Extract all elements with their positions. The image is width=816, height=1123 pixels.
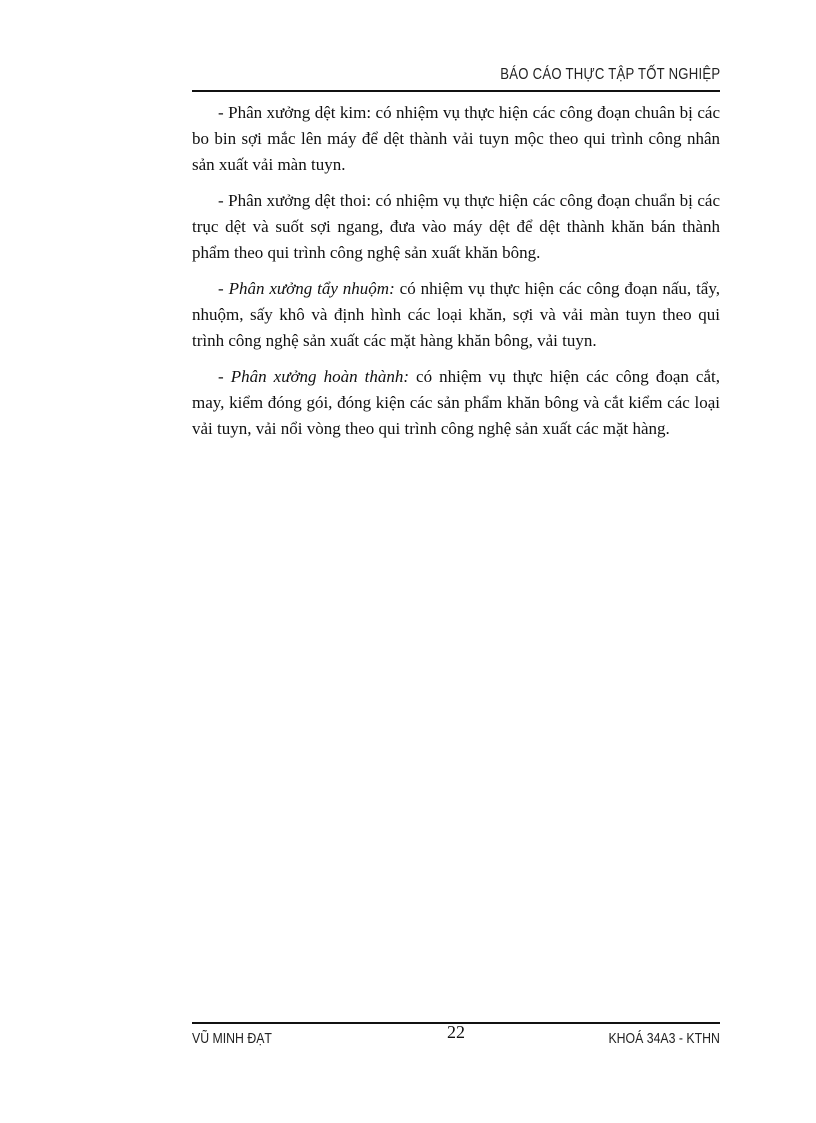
paragraph-text: có nhiệm vụ thực hiện các công đoạn cắt, may, kiểm đóng gói, đóng kiện các sản phẩm khăn bông và cắt kiểm các loại vải tuyn, vải nổi vòng theo qui trình công nghệ sản xuất các mặt hàng. [192,367,720,438]
page-number: 22 [447,1022,465,1042]
paragraph-prefix: - [218,367,231,386]
paragraph-hoan-thanh [192,364,720,442]
paragraph-prefix: - [218,279,229,298]
paragraph-term: Phân xưởng tẩy nhuộm: [228,279,395,298]
document-body [192,100,720,452]
paragraph-det-kim [192,100,720,178]
paragraph-det-thoi [192,188,720,266]
footer-author: VŨ MINH ĐẠT [192,1030,272,1047]
paragraph-tay-nhuom [192,276,720,354]
footer-course: KHOÁ 34A3 - KTHN [608,1030,720,1047]
paragraph-text: - Phân xưởng dệt thoi: có nhiệm vụ thực hiện các công đoạn chuẩn bị các trục dệt và suốt sợi ngang, đưa vào máy dệt để dệt thành khăn bán thành phẩm theo qui trình công nghệ sản xuất khăn bông. [192,191,720,262]
header-rule [192,90,720,92]
paragraph-term: Phân xưởng hoàn thành: [230,367,410,386]
paragraph-text: - Phân xưởng dệt kim: có nhiệm vụ thực hiện các công đoạn chuân bị các bo bin sợi mắc lên máy để dệt thành vải tuyn mộc theo qui trình công nhân sản xuất vải màn tuyn. [192,103,720,174]
paragraph-text: có nhiệm vụ thực hiện các công đoạn nấu, tẩy, nhuộm, sấy khô và định hình các loại khăn, sợi và vải màn tuyn theo qui trình công nghệ sản xuất các mặt hàng khăn bông, vải tuyn. [192,279,720,350]
header-title: BÁO CÁO THỰC TẬP TỐT NGHIỆP [499,66,720,83]
